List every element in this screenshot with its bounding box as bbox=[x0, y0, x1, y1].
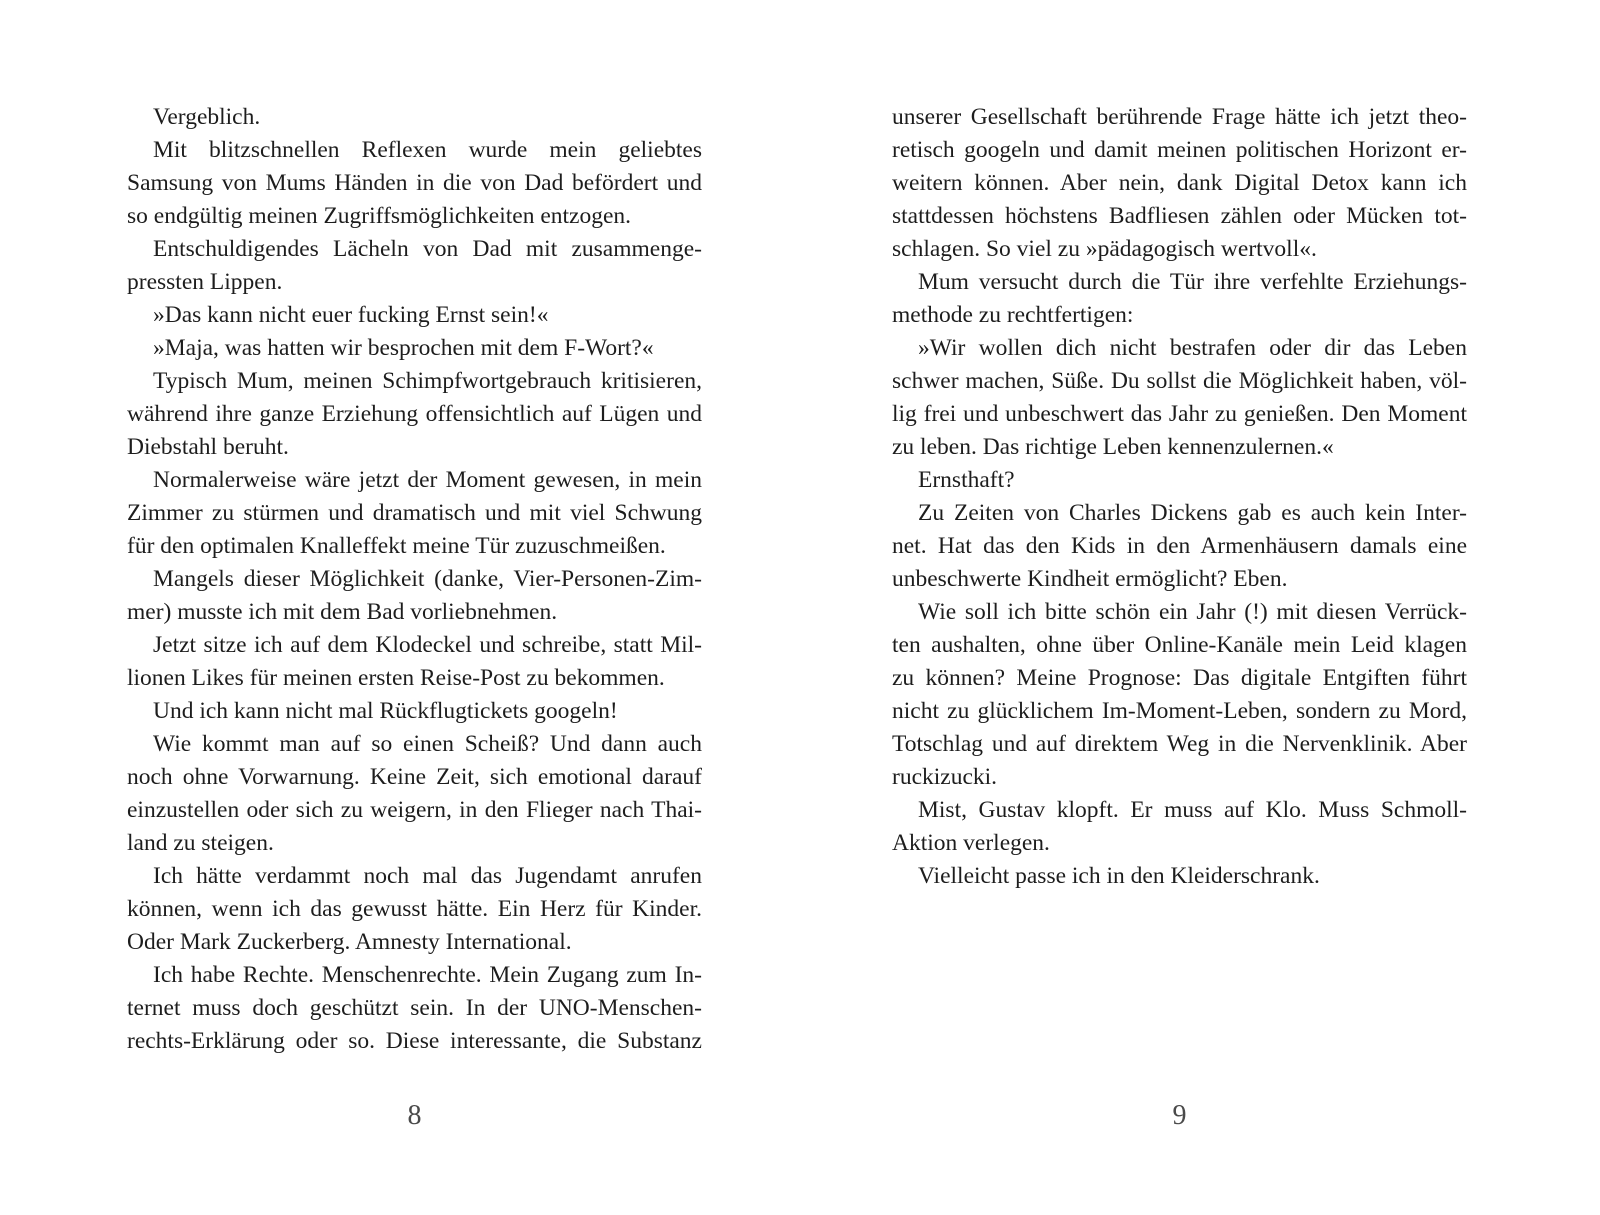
text-line: Typisch Mum, meinen Schimpfwortgebrauch kritisieren, bbox=[153, 368, 702, 394]
text-line: lionen Likes für meinen ersten Reise-Post zu bekommen. bbox=[127, 665, 665, 691]
text-line: ten aushalten, ohne über Online-Kanäle mein Leid klagen bbox=[892, 632, 1467, 658]
text-line: Aktion verlegen. bbox=[892, 830, 1050, 856]
text-line: Zimmer zu stürmen und dramatisch und mit viel Schwung bbox=[127, 500, 702, 526]
text-line: retisch googeln und damit meinen politischen Horizont er- bbox=[892, 137, 1467, 163]
text-line: unserer Gesellschaft berührende Frage hätte ich jetzt theo- bbox=[892, 104, 1467, 130]
text-line: zu leben. Das richtige Leben kennenzulernen.« bbox=[892, 434, 1334, 460]
text-line: Mit blitzschnellen Reflexen wurde mein geliebtes bbox=[153, 137, 702, 163]
text-line: Ich habe Rechte. Menschenrechte. Mein Zugang zum In- bbox=[153, 962, 702, 988]
page-number-left: 8 bbox=[407, 1100, 422, 1131]
text-line: ruckizucki. bbox=[892, 764, 998, 790]
text-line: Totschlag und auf direktem Weg in die Nervenklinik. Aber bbox=[892, 731, 1467, 757]
text-line: noch ohne Vorwarnung. Keine Zeit, sich emotional darauf bbox=[127, 764, 702, 790]
text-line: mer) musste ich mit dem Bad vorliebnehmen. bbox=[127, 599, 558, 625]
text-line: ternet muss doch geschützt sein. In der UNO-Menschen- bbox=[127, 995, 702, 1021]
text-line: Wie kommt man auf so einen Scheiß? Und dann auch bbox=[153, 731, 702, 757]
text-line: land zu steigen. bbox=[127, 830, 274, 856]
text-line: Vergeblich. bbox=[153, 104, 261, 130]
text-line: »Das kann nicht euer fucking Ernst sein!« bbox=[153, 302, 549, 328]
text-line: schlagen. So viel zu »pädagogisch wertvoll«. bbox=[892, 236, 1317, 262]
text-line: Normalerweise wäre jetzt der Moment gewesen, in mein bbox=[153, 467, 702, 493]
text-line: nicht zu glücklichem Im-Moment-Leben, sondern zu Mord, bbox=[892, 698, 1467, 724]
page-left-text bbox=[127, 101, 702, 1058]
text-line: zu können? Meine Prognose: Das digitale Entgiften führt bbox=[892, 665, 1467, 691]
text-line: lig frei und unbeschwert das Jahr zu genießen. Den Moment bbox=[892, 401, 1467, 427]
text-line: während ihre ganze Erziehung offensichtlich auf Lügen und bbox=[127, 401, 702, 427]
text-line: Oder Mark Zuckerberg. Amnesty International. bbox=[127, 929, 572, 955]
text-line: rechts-Erklärung oder so. Diese interessante, die Substanz bbox=[127, 1028, 702, 1054]
text-line: Samsung von Mums Händen in die von Dad befördert und bbox=[127, 170, 702, 196]
text-line: Zu Zeiten von Charles Dickens gab es auch kein Inter- bbox=[918, 500, 1467, 526]
text-line: pressten Lippen. bbox=[127, 269, 283, 295]
text-line: so endgültig meinen Zugriffsmöglichkeiten entzogen. bbox=[127, 203, 632, 229]
text-line: einzustellen oder sich zu weigern, in den Flieger nach Thai- bbox=[127, 797, 702, 823]
text-line: Mist, Gustav klopft. Er muss auf Klo. Muss Schmoll- bbox=[918, 797, 1467, 823]
text-line: Mangels dieser Möglichkeit (danke, Vier-Personen-Zim- bbox=[153, 566, 702, 592]
text-line: Wie soll ich bitte schön ein Jahr (!) mit diesen Verrück- bbox=[918, 599, 1467, 625]
text-line: net. Hat das den Kids in den Armenhäusern damals eine bbox=[892, 533, 1467, 559]
text-line: können, wenn ich das gewusst hätte. Ein Herz für Kinder. bbox=[127, 896, 702, 922]
text-line: Ernsthaft? bbox=[918, 467, 1015, 493]
text-line: Vielleicht passe ich in den Kleiderschrank. bbox=[918, 863, 1320, 889]
page-number-right: 9 bbox=[1172, 1100, 1187, 1131]
text-line: für den optimalen Knalleffekt meine Tür zuzuschmeißen. bbox=[127, 533, 666, 559]
text-line: »Maja, was hatten wir besprochen mit dem F-Wort?« bbox=[153, 335, 654, 361]
page-right-text bbox=[892, 101, 1467, 893]
text-line: schwer machen, Süße. Du sollst die Möglichkeit haben, völ- bbox=[892, 368, 1467, 394]
text-line: Mum versucht durch die Tür ihre verfehlte Erziehungs- bbox=[918, 269, 1467, 295]
text-line: Ich hätte verdammt noch mal das Jugendamt anrufen bbox=[153, 863, 702, 889]
text-line: Jetzt sitze ich auf dem Klodeckel und schreibe, statt Mil- bbox=[153, 632, 702, 658]
text-line: Diebstahl beruht. bbox=[127, 434, 289, 460]
text-line: Entschuldigendes Lächeln von Dad mit zusammenge- bbox=[153, 236, 702, 262]
text-line: »Wir wollen dich nicht bestrafen oder dir das Leben bbox=[918, 335, 1467, 361]
text-line: Und ich kann nicht mal Rückflugtickets googeln! bbox=[153, 698, 618, 724]
text-line: weitern können. Aber nein, dank Digital Detox kann ich bbox=[892, 170, 1467, 196]
text-line: stattdessen höchstens Badfliesen zählen oder Mücken tot- bbox=[892, 203, 1467, 229]
text-line: methode zu rechtfertigen: bbox=[892, 302, 1134, 328]
text-line: unbeschwerte Kindheit ermöglicht? Eben. bbox=[892, 566, 1288, 592]
